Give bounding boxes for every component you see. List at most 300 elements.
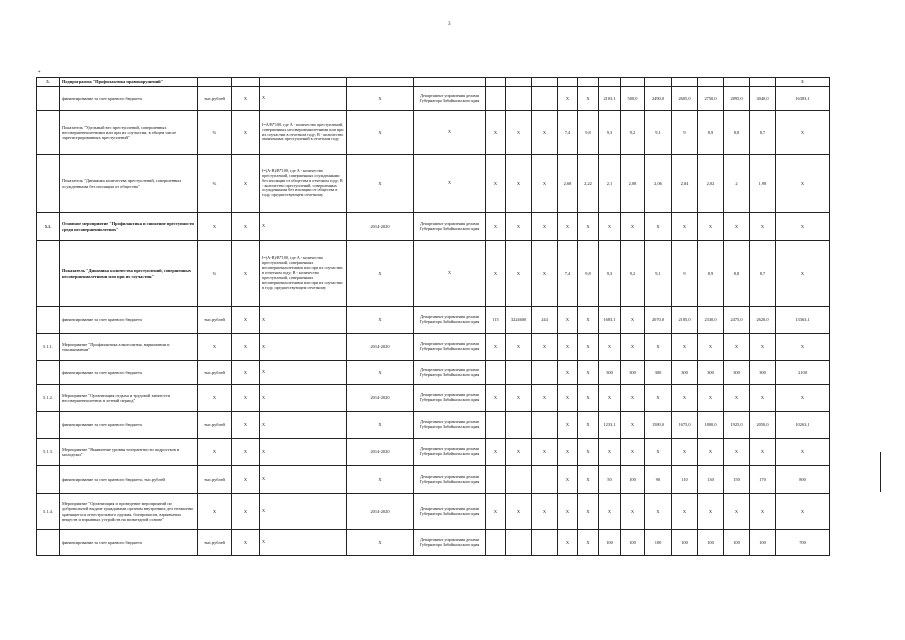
- table-cell: 100: [621, 530, 645, 556]
- row-number: 5.1.4.: [37, 494, 60, 530]
- table-cell: X: [578, 213, 599, 241]
- table-cell: 9,3: [599, 241, 621, 307]
- table-cell: X: [506, 213, 532, 241]
- table-cell: 300: [621, 361, 645, 385]
- table-cell: X: [645, 439, 672, 466]
- table-cell: 115: [486, 307, 506, 334]
- table-cell: X: [776, 111, 830, 155]
- table-cell: [578, 78, 599, 87]
- table-cell: 130: [698, 466, 724, 494]
- table-cell: 150: [724, 466, 750, 494]
- table-cell: X: [532, 385, 558, 412]
- table-cell: X: [232, 155, 260, 213]
- row-description: финансирование за счет краевого бюджета: [60, 361, 198, 385]
- row-number: [37, 530, 60, 556]
- table-cell: 9,1: [645, 111, 672, 155]
- table-cell: X: [672, 385, 698, 412]
- table-cell: X: [260, 87, 347, 111]
- table-cell: X: [347, 466, 414, 494]
- table-cell: X: [724, 385, 750, 412]
- table-cell: X: [486, 155, 506, 213]
- table-cell: X: [532, 155, 558, 213]
- table-cell: 2475,0: [724, 307, 750, 334]
- table-cell: X: [578, 385, 599, 412]
- table-cell: X: [698, 213, 724, 241]
- table-cell: X: [621, 213, 645, 241]
- row-description: финансирование за счет краевого бюджета: [60, 530, 198, 556]
- table-cell: X: [621, 385, 645, 412]
- table-cell: X: [558, 530, 578, 556]
- table-cell: X: [486, 439, 506, 466]
- row-number: 5.1.2.: [37, 385, 60, 412]
- row-number: [37, 155, 60, 213]
- table-cell: X: [558, 87, 578, 111]
- table-cell: 110: [672, 466, 698, 494]
- table-cell: [486, 530, 506, 556]
- table-cell: Департамент управления делами Губернатора Забайкальского края: [414, 361, 486, 385]
- table-cell: X: [672, 334, 698, 361]
- table-cell: X: [486, 494, 506, 530]
- table-cell: X: [232, 307, 260, 334]
- table-cell: X: [558, 439, 578, 466]
- table-cell: X: [558, 385, 578, 412]
- table-cell: 9,8: [578, 241, 599, 307]
- table-cell: 1925,0: [724, 412, 750, 439]
- table-row: [37, 412, 830, 439]
- table-cell: [506, 87, 532, 111]
- table-cell: X: [750, 494, 776, 530]
- table-cell: X: [232, 87, 260, 111]
- table-cell: X: [698, 334, 724, 361]
- table-cell: X: [414, 241, 486, 307]
- table-cell: X: [621, 334, 645, 361]
- table-cell: 300: [698, 361, 724, 385]
- row-number: [37, 111, 60, 155]
- table-cell: [645, 78, 672, 87]
- table-cell: X: [232, 439, 260, 466]
- subprogram-title: Подпрограмма "Профилактика правонарушений": [60, 78, 198, 87]
- table-cell: X: [578, 87, 599, 111]
- table-cell: Департамент управления делами Губернатора Забайкальского края: [414, 439, 486, 466]
- row-description: финансирование за счет краевого бюджета: [60, 87, 198, 111]
- table-row: [37, 111, 830, 155]
- table-cell: X: [698, 494, 724, 530]
- table-cell: X: [232, 530, 260, 556]
- star-mark: *: [38, 71, 41, 76]
- table-cell: X: [347, 361, 414, 385]
- table-body: [37, 78, 830, 556]
- table-cell: X: [486, 385, 506, 412]
- table-cell: X: [260, 334, 347, 361]
- table-cell: X: [578, 412, 599, 439]
- table-cell: X: [232, 361, 260, 385]
- table-cell: 300: [599, 361, 621, 385]
- table-cell: X: [698, 385, 724, 412]
- table-cell: X: [750, 334, 776, 361]
- table-row: [37, 307, 830, 334]
- table-cell: X: [506, 155, 532, 213]
- table-cell: 16383,1: [776, 87, 830, 111]
- table-row: [37, 334, 830, 361]
- table-cell: [486, 361, 506, 385]
- table-row: [37, 530, 830, 556]
- table-cell: тыс.рублей: [198, 412, 232, 439]
- row-number: 5.: [37, 78, 60, 87]
- table-cell: Департамент управления делами Губернатора Забайкальского края: [414, 334, 486, 361]
- table-cell: Департамент управления делами Губернатора Забайкальского края: [414, 412, 486, 439]
- table-cell: [532, 412, 558, 439]
- table-cell: X: [621, 412, 645, 439]
- table-cell: Департамент управления делами Губернатора Забайкальского края: [414, 307, 486, 334]
- table-cell: 300: [724, 361, 750, 385]
- row-number: [37, 307, 60, 334]
- table-cell: 1,98: [750, 155, 776, 213]
- table-cell: X: [578, 307, 599, 334]
- table-cell: X: [506, 494, 532, 530]
- table-cell: X: [232, 385, 260, 412]
- table-cell: X: [750, 213, 776, 241]
- table-cell: X: [578, 334, 599, 361]
- table-cell: X: [260, 466, 347, 494]
- table-cell: 3040,0: [750, 87, 776, 111]
- table-cell: 3224600: [506, 307, 532, 334]
- table-cell: 90: [645, 466, 672, 494]
- table-cell: 2605,0: [672, 87, 698, 111]
- table-cell: X: [578, 466, 599, 494]
- table-cell: [486, 78, 506, 87]
- table-cell: X: [558, 334, 578, 361]
- table-cell: [532, 466, 558, 494]
- table-cell: [414, 78, 486, 87]
- row-number: [37, 361, 60, 385]
- table-cell: X: [532, 494, 558, 530]
- table-cell: Департамент управления делами Губернатора Забайкальского края: [414, 494, 486, 530]
- table-cell: I=(A-B)/B*100, где A - количество преступлений, совершенных осужденными без изоляции от общества в отчетном году; B - количество преступлений, совершенных осужденными без изоляции от общества в году, предшествующем отчетному: [260, 155, 347, 213]
- table-cell: 500,0: [621, 87, 645, 111]
- table-cell: X: [532, 111, 558, 155]
- table-cell: 13363,1: [776, 307, 830, 334]
- table-cell: 300: [672, 361, 698, 385]
- table-cell: 8,9: [698, 241, 724, 307]
- table-cell: X: [532, 334, 558, 361]
- table-cell: Департамент управления делами Губернатора Забайкальского края: [414, 530, 486, 556]
- table-cell: [506, 412, 532, 439]
- table-cell: X: [347, 155, 414, 213]
- table-cell: 2,22: [578, 155, 599, 213]
- table-cell: 2014-2020: [347, 213, 414, 241]
- table-cell: X: [506, 334, 532, 361]
- table-cell: X: [260, 412, 347, 439]
- table-cell: X: [776, 241, 830, 307]
- table-cell: тыс.рублей: [198, 530, 232, 556]
- table-cell: 5: [776, 78, 830, 87]
- table-cell: 2,04: [672, 155, 698, 213]
- table-cell: X: [599, 334, 621, 361]
- table-cell: X: [750, 439, 776, 466]
- table-cell: Департамент управления делами Губернатора Забайкальского края: [414, 213, 486, 241]
- table-cell: X: [578, 530, 599, 556]
- table-cell: X: [532, 213, 558, 241]
- table-cell: тыс.рублей: [198, 87, 232, 111]
- table-cell: 1233,1: [599, 412, 621, 439]
- table-cell: X: [486, 213, 506, 241]
- table-cell: 100: [750, 530, 776, 556]
- table-cell: [558, 78, 578, 87]
- table-cell: X: [645, 213, 672, 241]
- table-cell: X: [232, 494, 260, 530]
- table-cell: 9,2: [621, 241, 645, 307]
- table-cell: [506, 78, 532, 87]
- table-cell: X: [621, 439, 645, 466]
- table-cell: 2014-2020: [347, 334, 414, 361]
- table-row: [37, 241, 830, 307]
- table-cell: I=A/B*100, где A - количество преступлений, совершенных несовершеннолетними или при их соучастии в отчетном году; B - количество оконченных преступлений в отчетном году: [260, 111, 347, 155]
- table-row: [37, 78, 830, 87]
- table-cell: X: [558, 412, 578, 439]
- table-cell: тыс.рублей: [198, 307, 232, 334]
- table-cell: X: [232, 412, 260, 439]
- table-cell: [260, 78, 347, 87]
- table-cell: 100: [672, 530, 698, 556]
- table-cell: 1580,0: [645, 412, 672, 439]
- table-cell: X: [558, 307, 578, 334]
- table-cell: 2103,1: [599, 87, 621, 111]
- table-cell: 9,3: [599, 111, 621, 155]
- table-cell: X: [347, 241, 414, 307]
- table-cell: [486, 466, 506, 494]
- table-cell: 2,06: [645, 155, 672, 213]
- table-cell: 300: [645, 361, 672, 385]
- table-cell: X: [198, 439, 232, 466]
- table-cell: X: [260, 530, 347, 556]
- table-cell: [532, 530, 558, 556]
- table-cell: 1800,0: [698, 412, 724, 439]
- table-cell: X: [558, 466, 578, 494]
- table-cell: I=(A-B)/B*100, где A - количество преступлений, совершенных несовершеннолетними или при их соучастии в отчетном году; B - количество преступлений, совершенных несовершеннолетними или при их соучастии в году, предшествующем отчетному: [260, 241, 347, 307]
- table-cell: 700: [776, 530, 830, 556]
- table-cell: X: [621, 494, 645, 530]
- table-cell: 7,4: [558, 111, 578, 155]
- row-number: [37, 412, 60, 439]
- table-row: [37, 87, 830, 111]
- row-description: Мероприятие "Профилактика алкоголизма, наркомании и токсикомании": [60, 334, 198, 361]
- table-cell: X: [506, 111, 532, 155]
- table-cell: 2,68: [558, 155, 578, 213]
- table-cell: X: [347, 530, 414, 556]
- table-cell: [750, 78, 776, 87]
- table-cell: X: [232, 241, 260, 307]
- table-cell: %: [198, 155, 232, 213]
- table-cell: X: [260, 213, 347, 241]
- table-cell: X: [260, 385, 347, 412]
- table-cell: X: [776, 155, 830, 213]
- table-cell: 8,8: [724, 111, 750, 155]
- row-description: финансирование за счет краевого бюджета: [60, 307, 198, 334]
- table-cell: [232, 78, 260, 87]
- table-cell: X: [776, 334, 830, 361]
- table-cell: X: [486, 334, 506, 361]
- table-cell: 1675,0: [672, 412, 698, 439]
- table-cell: 2,08: [621, 155, 645, 213]
- table-cell: [506, 466, 532, 494]
- table-cell: X: [750, 385, 776, 412]
- table-cell: X: [198, 494, 232, 530]
- table-cell: %: [198, 111, 232, 155]
- page-number: 3: [448, 22, 451, 27]
- table-cell: X: [672, 494, 698, 530]
- table-cell: 8,9: [698, 111, 724, 155]
- table-cell: 2014-2020: [347, 494, 414, 530]
- table-cell: X: [776, 439, 830, 466]
- table-cell: 2014-2020: [347, 385, 414, 412]
- row-description: Мероприятие "Организация и проведение мероприятий по добровольной выдаче гражданами органам внутренних дел незаконно хранящегося огнестрельного оружия, боеприпасов, взрывчатых веществ и взрывных устройств на возмездной основе": [60, 494, 198, 530]
- table-cell: 100: [599, 530, 621, 556]
- table-cell: X: [724, 494, 750, 530]
- table-row: [37, 385, 830, 412]
- table-cell: X: [698, 439, 724, 466]
- table-cell: X: [645, 494, 672, 530]
- table-cell: [486, 412, 506, 439]
- table-cell: %: [198, 241, 232, 307]
- row-number: 5.1.3.: [37, 439, 60, 466]
- table-cell: 2100: [776, 361, 830, 385]
- row-description: Показатель "Динамика количества преступлений, совершенных несовершеннолетними или при их соучастии": [60, 241, 198, 307]
- table-cell: X: [645, 334, 672, 361]
- table-cell: 50: [599, 466, 621, 494]
- table-cell: X: [672, 213, 698, 241]
- table-cell: 9,1: [645, 241, 672, 307]
- table-cell: 2050,0: [750, 412, 776, 439]
- table-cell: [198, 78, 232, 87]
- table-cell: X: [558, 494, 578, 530]
- table-cell: 2,1: [599, 155, 621, 213]
- table-cell: [506, 530, 532, 556]
- table-cell: 100: [698, 530, 724, 556]
- table-cell: X: [260, 439, 347, 466]
- table-row: [37, 494, 830, 530]
- table-cell: [486, 87, 506, 111]
- table-cell: 2: [724, 155, 750, 213]
- table-cell: X: [347, 412, 414, 439]
- table-cell: X: [578, 494, 599, 530]
- table-cell: X: [776, 385, 830, 412]
- table-cell: 2750,0: [698, 87, 724, 111]
- table-cell: X: [347, 87, 414, 111]
- table-cell: [621, 78, 645, 87]
- table-cell: X: [558, 213, 578, 241]
- table-cell: X: [414, 155, 486, 213]
- table-cell: X: [347, 307, 414, 334]
- table-cell: X: [198, 385, 232, 412]
- row-description: финансирование за счет краевого бюджета, тыс.рублей: [60, 466, 198, 494]
- table-cell: X: [578, 361, 599, 385]
- table-cell: X: [486, 241, 506, 307]
- table-cell: X: [232, 213, 260, 241]
- table-cell: 100: [621, 466, 645, 494]
- row-description: Мероприятие "Выявление уровня толерантности подростков и молодежи": [60, 439, 198, 466]
- table-cell: X: [599, 494, 621, 530]
- table-cell: X: [506, 439, 532, 466]
- table-cell: X: [260, 307, 347, 334]
- table-cell: X: [645, 385, 672, 412]
- table-cell: 2490,0: [645, 87, 672, 111]
- table-cell: 8,7: [750, 241, 776, 307]
- row-number: [37, 87, 60, 111]
- table-cell: 170: [750, 466, 776, 494]
- table-cell: X: [506, 241, 532, 307]
- table-cell: [347, 78, 414, 87]
- table-cell: X: [672, 439, 698, 466]
- table-cell: X: [347, 111, 414, 155]
- row-description: Мероприятие "Организация отдыха и трудовой занятости несовершеннолетних в летний период": [60, 385, 198, 412]
- table-cell: X: [599, 439, 621, 466]
- table-cell: [506, 361, 532, 385]
- table-cell: Департамент управления делами Губернатора Забайкальского края: [414, 466, 486, 494]
- table-cell: тыс.рублей: [198, 466, 232, 494]
- table-cell: 9,2: [621, 111, 645, 155]
- table-cell: X: [260, 494, 347, 530]
- table-cell: 2895,0: [724, 87, 750, 111]
- table-cell: 9: [672, 241, 698, 307]
- table-cell: 300: [750, 361, 776, 385]
- table-cell: [532, 361, 558, 385]
- table-cell: 100: [724, 530, 750, 556]
- table-row: [37, 213, 830, 241]
- row-description: финансирование за счет краевого бюджета: [60, 412, 198, 439]
- table-cell: 2,02: [698, 155, 724, 213]
- table-cell: X: [724, 439, 750, 466]
- table-cell: Департамент управления делами Губернатора Забайкальского края: [414, 385, 486, 412]
- table-cell: 2014-2020: [347, 439, 414, 466]
- table-cell: X: [198, 213, 232, 241]
- table-cell: 8,8: [724, 241, 750, 307]
- table-cell: X: [198, 334, 232, 361]
- row-number: [37, 241, 60, 307]
- table-cell: [532, 87, 558, 111]
- table-cell: X: [532, 439, 558, 466]
- row-number: [37, 466, 60, 494]
- table-cell: 2330,0: [698, 307, 724, 334]
- table-cell: X: [578, 439, 599, 466]
- table-cell: X: [776, 213, 830, 241]
- table-cell: [724, 78, 750, 87]
- table-row: [37, 466, 830, 494]
- table-cell: X: [724, 213, 750, 241]
- table-row: [37, 361, 830, 385]
- table-row: [37, 439, 830, 466]
- table-cell: 9: [672, 111, 698, 155]
- table-cell: X: [724, 334, 750, 361]
- table-cell: X: [506, 385, 532, 412]
- table-cell: 800: [776, 466, 830, 494]
- margin-mark: [880, 452, 881, 492]
- table-cell: X: [558, 361, 578, 385]
- table-cell: [698, 78, 724, 87]
- table-cell: 9,8: [578, 111, 599, 155]
- table-cell: X: [232, 334, 260, 361]
- row-description: Показатель "Динамика количества преступлений, совершенных осужденными без изоляции от общества": [60, 155, 198, 213]
- table-cell: X: [532, 241, 558, 307]
- table-cell: 2620,0: [750, 307, 776, 334]
- table-cell: X: [414, 111, 486, 155]
- table-cell: X: [621, 307, 645, 334]
- table-cell: X: [599, 385, 621, 412]
- program-table: [36, 77, 830, 556]
- table-cell: 2185,0: [672, 307, 698, 334]
- table-cell: X: [599, 213, 621, 241]
- row-number: 5.1.1.: [37, 334, 60, 361]
- table-cell: 7,4: [558, 241, 578, 307]
